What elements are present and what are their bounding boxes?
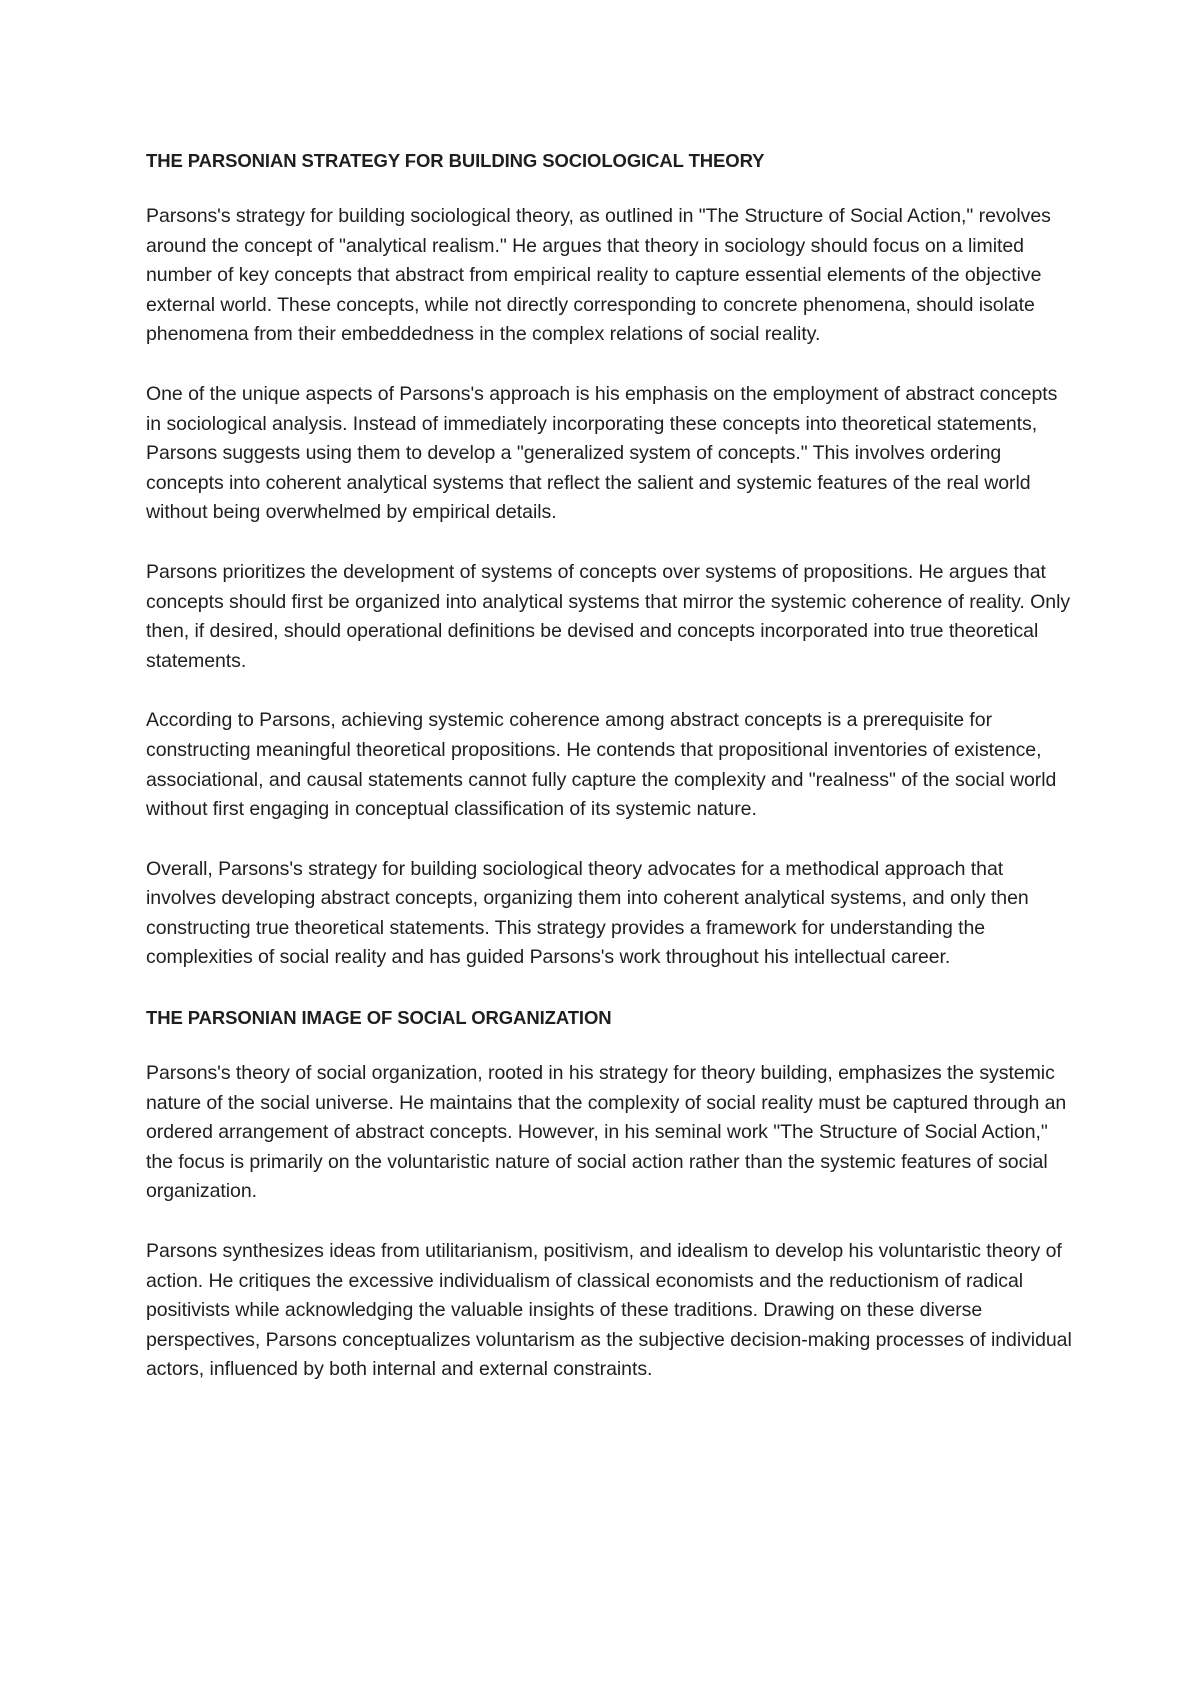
paragraph: Parsons's theory of social organization, rooted in his strategy for theory building, emphasizes the systemic nature of the social universe. He maintains that the complexity of social reality must be captured through an ordered arrangement of abstract concepts. However, in his seminal work "The Structure of Social Action," the focus is primarily on the voluntaristic nature of social action rather than the systemic features of social organization. <box>146 1062 1067 1203</box>
section-heading-strategy: THE PARSONIAN STRATEGY FOR BUILDING SOCIOLOGICAL THEORY <box>146 150 765 171</box>
document-page <box>146 146 1076 1415</box>
paragraph: One of the unique aspects of Parsons's approach is his emphasis on the employment of abstract concepts in sociological analysis. Instead of immediately incorporating these concepts into theoretical statements, Parsons suggests using them to develop a "generalized system of concepts." This involves ordering concepts into coherent analytical systems that reflect the salient and systemic features of the real world without being overwhelmed by empirical details. <box>146 382 1058 524</box>
paragraph: Parsons's strategy for building sociological theory, as outlined in "The Structure of Social Action," revolves around the concept of "analytical realism." He argues that theory in sociology should focus on a limited number of key concepts that abstract from empirical reality to capture essential elements of the objective external world. These concepts, while not directly corresponding to concrete phenomena, should isolate phenomena from their embeddedness in the complex relations of social reality. <box>146 205 1051 346</box>
section-heading-social-organization: THE PARSONIAN IMAGE OF SOCIAL ORGANIZATION <box>146 1007 612 1029</box>
paragraph: Parsons prioritizes the development of systems of concepts over systems of propositions. He argues that concepts should first be organized into analytical systems that mirror the systemic coherence of reality. Only then, if desired, should operational definitions be devised and concepts incorporated into true theoretical statements. <box>146 560 1071 672</box>
paragraph: According to Parsons, achieving systemic coherence among abstract concepts is a prerequisite for constructing meaningful theoretical propositions. He contends that propositional inventories of existence, associational, and causal statements cannot fully capture the complexity and "realness" of the social world without first engaging in conceptual classification of its systemic nature. <box>146 709 1057 821</box>
paragraph: Overall, Parsons's strategy for building sociological theory advocates for a methodical approach that involves developing abstract concepts, organizing them into coherent analytical systems, and only then constructing true theoretical statements. This strategy provides a framework for understanding the complexities of social reality and has guided Parsons's work throughout his intellectual career. <box>146 857 1029 969</box>
paragraph: Parsons synthesizes ideas from utilitarianism, positivism, and idealism to develop his voluntaristic theory of action. He critiques the excessive individualism of classical economists and the reductionism of radical positivists while acknowledging the valuable insights of these traditions. Drawing on these diverse perspectives, Parsons conceptualizes voluntarism as the subjective decision-making processes of individual actors, influenced by both internal and external constraints. <box>146 1240 1072 1381</box>
